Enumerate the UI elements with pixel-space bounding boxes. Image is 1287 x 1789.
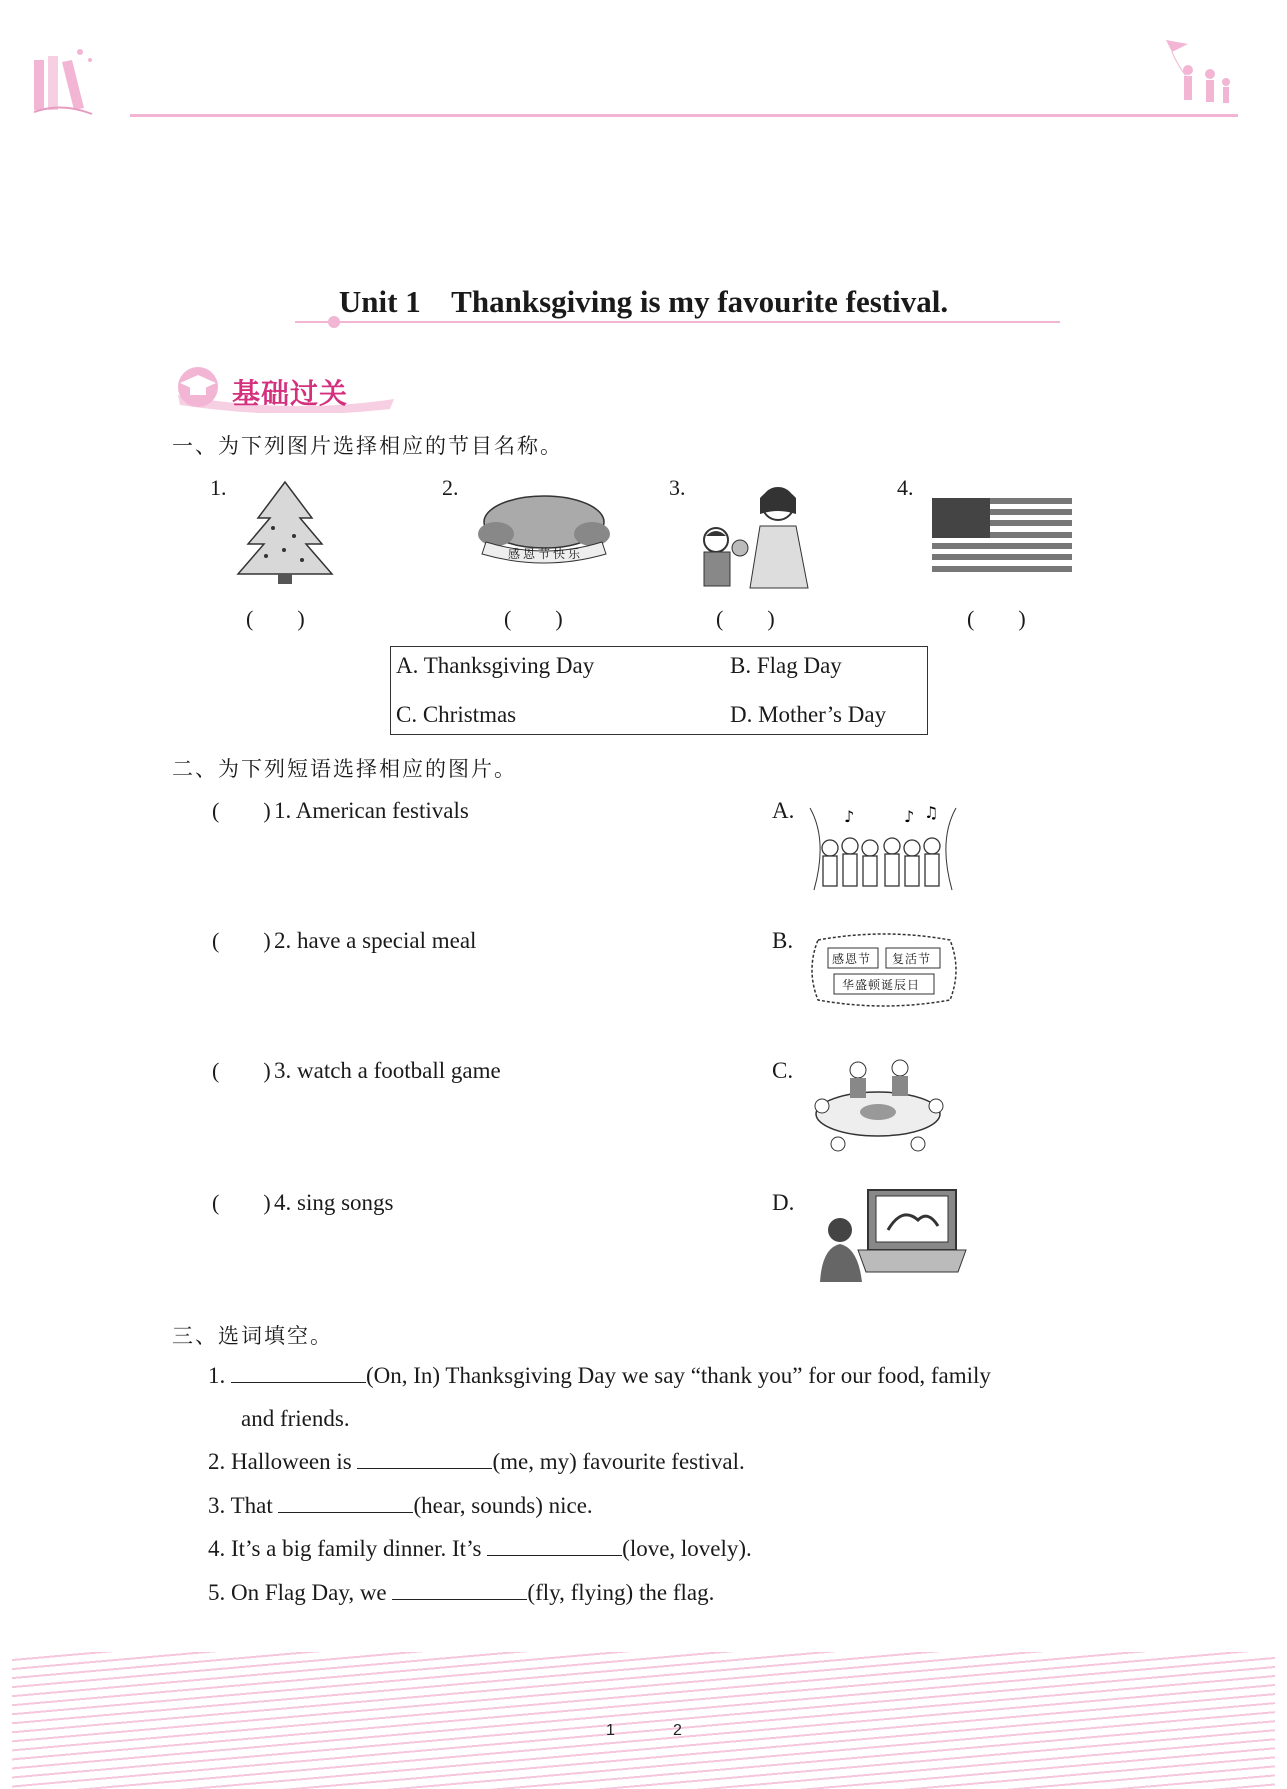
header-rule bbox=[130, 114, 1238, 117]
s2-letter-d: D. bbox=[772, 1190, 795, 1215]
q4-number: 4. bbox=[897, 475, 914, 500]
s2-letter-c: C. bbox=[772, 1058, 794, 1083]
s3-item2-pre: 2. Halloween is bbox=[208, 1449, 358, 1474]
s3-item5 bbox=[208, 1580, 714, 1606]
s3-item1 bbox=[208, 1363, 991, 1389]
title-dot bbox=[328, 316, 340, 328]
christmas-tree-icon bbox=[228, 478, 343, 586]
s2-item3-blank[interactable]: ( ) bbox=[212, 1058, 271, 1083]
s2-item1-blank[interactable]: ( ) bbox=[212, 798, 271, 823]
s3-item1-continuation: and friends. bbox=[241, 1406, 350, 1431]
s3-item3-post: (hear, sounds) nice. bbox=[413, 1493, 593, 1518]
svg-text:♫: ♫ bbox=[924, 803, 939, 822]
section2-heading: 二、为下列短语选择相应的图片。 bbox=[172, 757, 517, 781]
book-decoration-icon bbox=[32, 48, 102, 118]
s2-item2-text: 2. have a special meal bbox=[274, 928, 477, 953]
q3-number: 3. bbox=[669, 475, 686, 500]
s2-item4-blank[interactable]: ( ) bbox=[212, 1190, 271, 1215]
s3-item5-post: (fly, flying) the flag. bbox=[527, 1580, 715, 1605]
q1-number: 1. bbox=[210, 475, 227, 500]
children-kite-icon bbox=[1158, 36, 1238, 116]
s3-item1-blank[interactable] bbox=[231, 1381, 366, 1383]
q4-answer-blank[interactable]: ( ) bbox=[967, 606, 1026, 631]
s2-item2-blank[interactable]: ( ) bbox=[212, 928, 271, 953]
s3-item4-post: (love, lovely). bbox=[622, 1536, 752, 1561]
s2-item3-text: 3. watch a football game bbox=[274, 1058, 501, 1083]
american-flag-icon bbox=[932, 498, 1072, 572]
q2-answer-blank[interactable]: ( ) bbox=[504, 606, 563, 631]
q1-answer-blank[interactable]: ( ) bbox=[246, 606, 305, 631]
svg-text:♪: ♪ bbox=[844, 807, 855, 826]
option-d: D. Mother’s Day bbox=[730, 702, 887, 727]
s3-item2-blank[interactable] bbox=[357, 1467, 492, 1469]
section-banner-title: 基础过关 bbox=[232, 377, 349, 410]
page-title: Unit 1 Thanksgiving is my favourite festival. bbox=[338, 284, 949, 319]
s2-item1-text: 1. American festivals bbox=[274, 798, 469, 823]
section1-heading: 一、为下列图片选择相应的节目名称。 bbox=[172, 434, 563, 458]
q2-number: 2. bbox=[442, 475, 459, 500]
sign-thanksgiving: 感恩节 bbox=[832, 952, 872, 966]
page-number-left: 1 bbox=[606, 1722, 615, 1739]
option-c: C. Christmas bbox=[396, 702, 517, 727]
s3-item3 bbox=[208, 1493, 593, 1519]
section3-heading: 三、选词填空。 bbox=[172, 1324, 333, 1348]
footer-wave-band bbox=[12, 1652, 1275, 1789]
turkey-banner-text: 感恩节快乐 bbox=[508, 547, 584, 561]
page-number-right: 2 bbox=[673, 1722, 682, 1739]
s3-item3-pre: 3. That bbox=[208, 1493, 279, 1518]
q3-answer-blank[interactable]: ( ) bbox=[716, 606, 775, 631]
s3-item5-blank[interactable] bbox=[392, 1598, 527, 1600]
option-a: A. Thanksgiving Day bbox=[396, 653, 595, 678]
s3-item4 bbox=[208, 1536, 752, 1562]
s3-item1-post: (On, In) Thanksgiving Day we say “thank you” for our food, family bbox=[366, 1363, 991, 1388]
title-underline bbox=[295, 321, 1060, 323]
option-b: B. Flag Day bbox=[730, 653, 842, 678]
s2-item4-text: 4. sing songs bbox=[274, 1190, 394, 1215]
s3-item1-pre: 1. bbox=[208, 1363, 231, 1388]
svg-text:♪: ♪ bbox=[904, 807, 915, 826]
s3-item3-blank[interactable] bbox=[278, 1511, 413, 1513]
festival-signs-icon bbox=[808, 930, 960, 1010]
children-singing-icon bbox=[808, 800, 958, 895]
s3-item4-blank[interactable] bbox=[487, 1554, 622, 1556]
family-dinner-icon bbox=[808, 1056, 948, 1156]
s2-letter-a: A. bbox=[772, 798, 795, 823]
s3-item4-pre: 4. It’s a big family dinner. It’s bbox=[208, 1536, 488, 1561]
s2-letter-b: B. bbox=[772, 928, 794, 953]
mother-child-flowers-icon bbox=[690, 478, 815, 590]
sign-easter: 复活节 bbox=[892, 952, 932, 966]
s3-item2 bbox=[208, 1449, 745, 1475]
watching-tv-icon bbox=[818, 1186, 968, 1284]
sign-washington-birthday: 华盛顿诞辰日 bbox=[842, 978, 921, 992]
s3-item2-post: (me, my) favourite festival. bbox=[492, 1449, 745, 1474]
s3-item5-pre: 5. On Flag Day, we bbox=[208, 1580, 393, 1605]
